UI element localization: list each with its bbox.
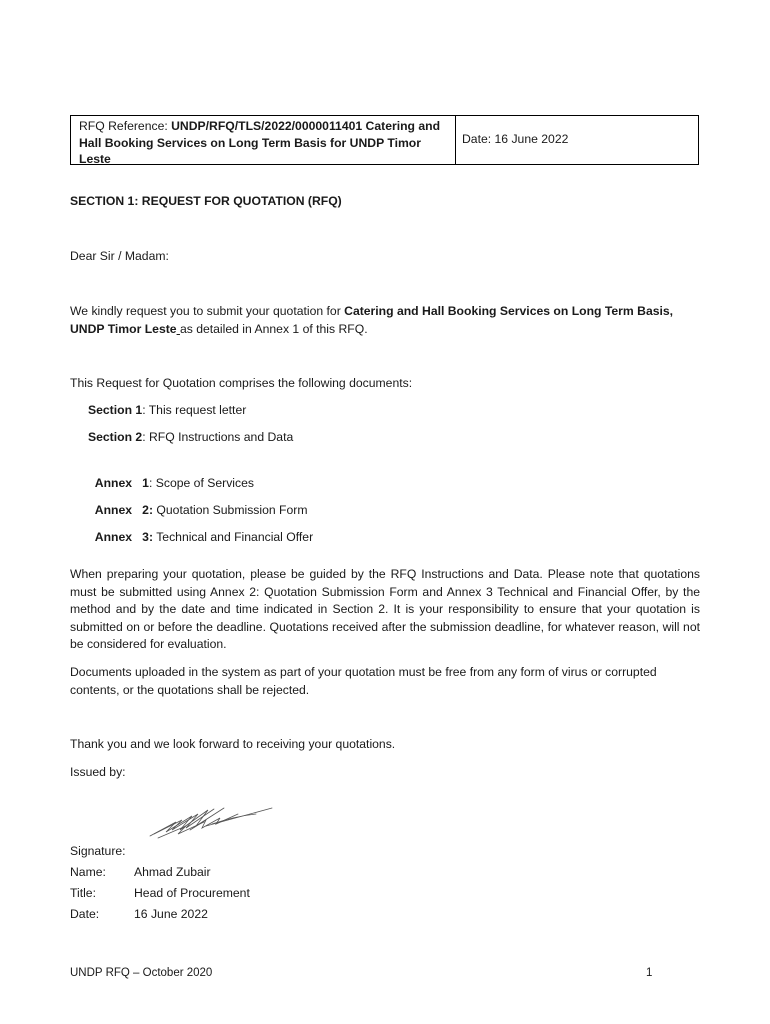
guidance-paragraph: When preparing your quotation, please be guided by the RFQ Instructions and Data. Please note that quotations must be submitted using Annex 2: Quotation Submission Form and Annex 3 Technical and Financial Offer, by the method and by the date and time indicated in Section 2. It is your responsibility to ensure that your quotation is submitted on or before the deadline. Quotations received after the submission deadline, for whatever reason, will not be considered for evaluation. bbox=[70, 567, 700, 651]
document-text: : RFQ Instructions and Data bbox=[142, 430, 294, 444]
handwritten-signature bbox=[146, 800, 276, 842]
rfq-reference-prefix: RFQ Reference: bbox=[79, 119, 172, 133]
intro-bold-service: Catering and Hall Booking Services on Long Term Basis, UNDP Timor Leste bbox=[70, 304, 674, 336]
document-text: Quotation Submission Form bbox=[153, 502, 308, 517]
signature-label: Signature: bbox=[70, 844, 126, 858]
document-label: Section 1 bbox=[88, 403, 143, 417]
documents-intro: This Request for Quotation comprises the following documents: bbox=[70, 376, 413, 390]
document-item bbox=[88, 511, 313, 546]
salutation: Dear Sir / Madam: bbox=[70, 249, 169, 263]
intro-before: We kindly request you to submit your quotation for bbox=[70, 304, 345, 318]
closing-thanks: Thank you and we look forward to receiving your quotations. bbox=[70, 737, 396, 751]
page-number: 1 bbox=[646, 967, 653, 979]
document-item bbox=[88, 429, 293, 447]
document-label: Annex 2: bbox=[94, 502, 154, 517]
virus-paragraph: Documents uploaded in the system as part of your quotation must be free from any form of virus or corrupted contents, or the quotations shall be rejected. bbox=[70, 665, 657, 697]
signatory-title-row bbox=[70, 885, 250, 903]
rfq-reference-box bbox=[70, 115, 699, 165]
rfq-reference-number: UNDP/RFQ/TLS/2022/0000011401 Catering and Hall Booking Services on Long Term Basis for UNDP Timor Leste bbox=[79, 119, 441, 166]
title-label: Title: bbox=[70, 886, 96, 900]
section-title: SECTION 1: REQUEST FOR QUOTATION (RFQ) bbox=[70, 194, 342, 208]
footer-document-id: UNDP RFQ – October 2020 bbox=[70, 967, 213, 979]
date-label: Date: bbox=[70, 907, 100, 921]
title-value: Head of Procurement bbox=[134, 886, 250, 900]
document-label: Annex 3: bbox=[94, 529, 154, 544]
document-item bbox=[88, 402, 246, 420]
signatory-name-row bbox=[70, 864, 211, 882]
date-value: 16 June 2022 bbox=[134, 907, 208, 921]
rfq-date-cell bbox=[456, 116, 698, 164]
intro-paragraph bbox=[70, 302, 702, 338]
document-text: Technical and Financial Offer bbox=[153, 529, 314, 544]
document-text: : Scope of Services bbox=[148, 475, 254, 490]
rfq-date: Date: 16 June 2022 bbox=[462, 132, 569, 147]
document-text: : This request letter bbox=[142, 403, 247, 417]
signatory-date-row bbox=[70, 906, 208, 924]
document-label: Annex 1 bbox=[94, 475, 149, 490]
document-label: Section 2 bbox=[88, 430, 143, 444]
name-label: Name: bbox=[70, 865, 106, 879]
intro-after: as detailed in Annex 1 of this RFQ. bbox=[179, 322, 368, 336]
rfq-reference-cell bbox=[71, 116, 456, 164]
name-value: Ahmad Zubair bbox=[134, 865, 211, 879]
issued-by-label: Issued by: bbox=[70, 765, 126, 779]
